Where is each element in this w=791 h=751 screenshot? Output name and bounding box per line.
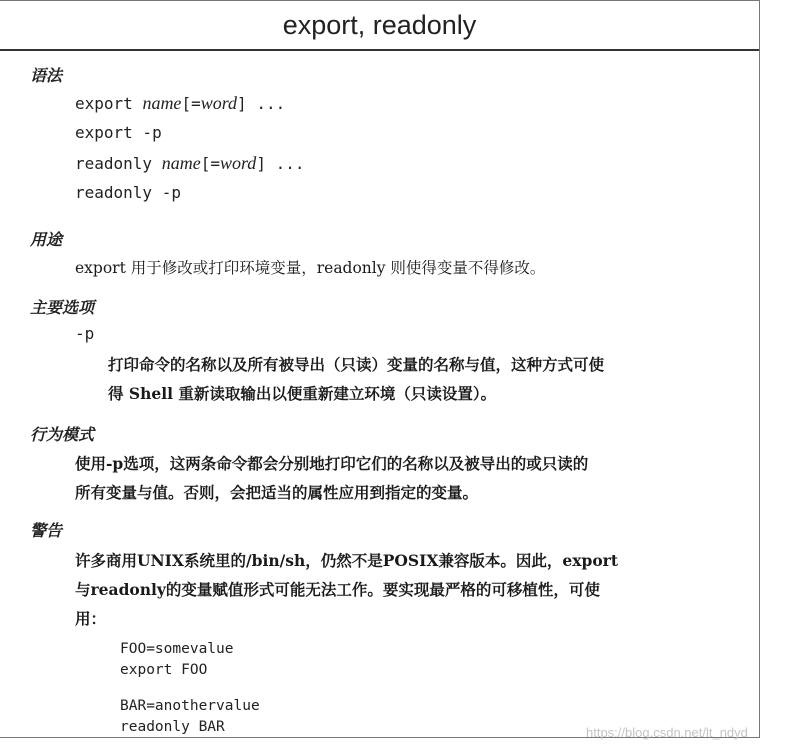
behavior-line-1: 使用-p选项，这两条命令都会分别地打印它们的名称以及被导出的或只读的 <box>75 454 589 473</box>
option-flag: -p <box>75 324 95 343</box>
options-heading: 主要选项 <box>30 298 95 317</box>
syntax-arg: name <box>142 93 182 113</box>
syntax-bracket: [= <box>181 94 201 113</box>
syntax-line-1 <box>75 93 285 114</box>
behavior-heading: 行为模式 <box>30 425 95 444</box>
syntax-line-3 <box>75 153 304 174</box>
watermark: https://blog.csdn.net/lt_ndyd <box>586 725 748 740</box>
option-desc-line-1: 打印命令的名称以及所有被导出（只读）变量的名称与值，这种方式可使 <box>108 355 605 374</box>
usage-heading: 用途 <box>30 230 63 249</box>
caveats-line-1: 许多商用UNIX系统里的/bin/sh，仍然不是POSIX兼容版本。因此，export <box>75 551 619 570</box>
code-line-1: FOO=somevalue <box>120 641 234 657</box>
syntax-bracket: [= <box>200 154 220 173</box>
syntax-cmd: readonly <box>75 154 162 173</box>
code-line-4: readonly BAR <box>120 719 225 735</box>
code-line-2: export FOO <box>120 662 208 678</box>
syntax-end: ] ... <box>256 154 305 173</box>
syntax-arg: name <box>161 153 201 173</box>
syntax-cmd: export <box>75 94 143 113</box>
syntax-line-4: readonly -p <box>75 183 181 202</box>
code-line-3: BAR=anothervalue <box>120 698 260 714</box>
usage-text: export 用于修改或打印环境变量，readonly 则使得变量不得修改。 <box>75 259 546 277</box>
page-header <box>0 1 759 51</box>
syntax-val: word <box>200 93 238 113</box>
option-desc-line-2: 得 Shell 重新读取输出以便重新建立环境（只读设置）。 <box>108 384 497 403</box>
caveats-heading: 警告 <box>30 521 63 540</box>
caveats-line-3: 用： <box>75 609 107 628</box>
syntax-end: ] ... <box>237 94 286 113</box>
page-title: export, readonly <box>282 10 477 40</box>
behavior-line-2: 所有变量与值。否则，会把适当的属性应用到指定的变量。 <box>75 483 479 502</box>
syntax-line-2: export -p <box>75 123 162 142</box>
syntax-heading: 语法 <box>30 66 63 85</box>
syntax-val: word <box>219 153 257 173</box>
caveats-line-2: 与readonly的变量赋值形式可能无法工作。要实现最严格的可移植性，可使 <box>75 580 600 599</box>
